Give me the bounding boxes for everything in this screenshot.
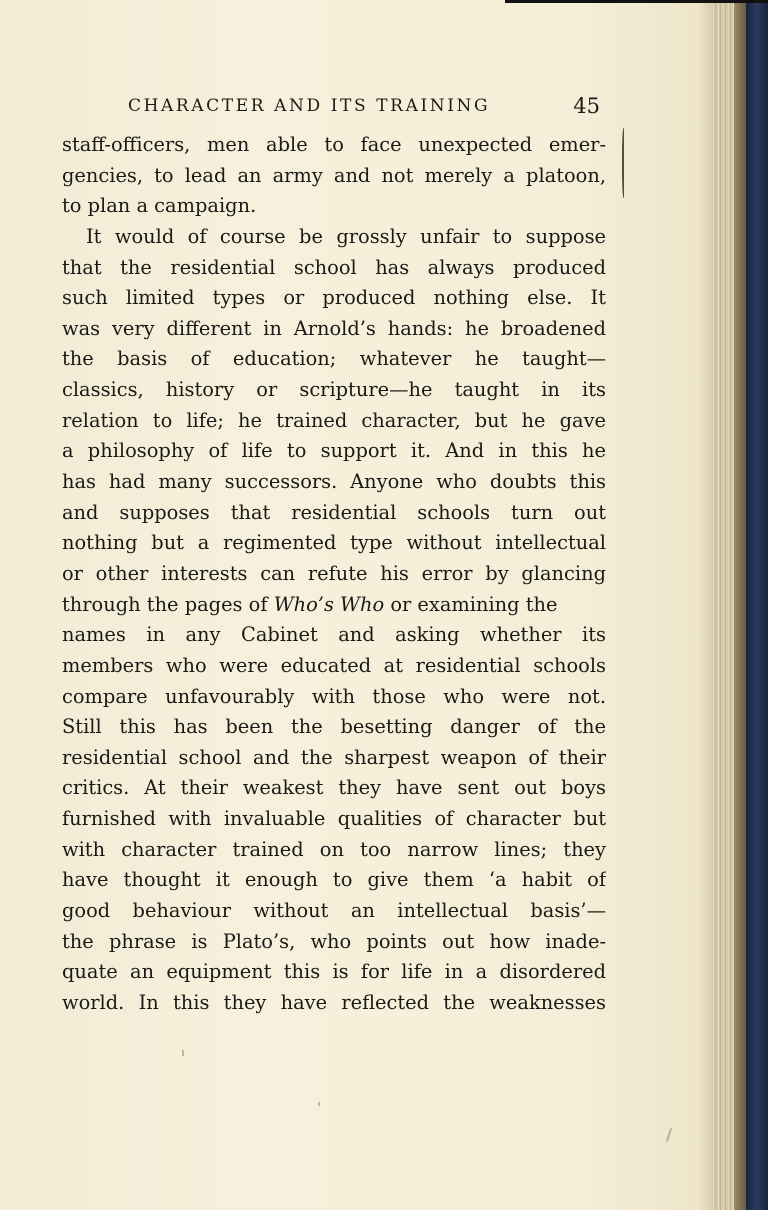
text-line: the basis of education; whatever he taught— — [62, 347, 606, 371]
paper-speck — [182, 1050, 184, 1056]
text-line: classics, history or scripture—he taught in its — [62, 378, 606, 402]
margin-pencil-mark — [622, 128, 626, 198]
page-gutter-shadow — [698, 0, 712, 1210]
book-cover-edge — [746, 0, 768, 1210]
text-line: with character trained on too narrow lines; they — [62, 837, 606, 861]
text-line: Still this has been the besetting danger of the — [62, 715, 606, 739]
text-line: residential school and the sharpest weapon of their — [62, 745, 606, 769]
page-number: 45 — [573, 94, 600, 118]
text-line: was very different in Arnold’s hands: he broadened — [62, 316, 606, 340]
page-edges — [712, 0, 734, 1210]
page-header — [128, 94, 600, 120]
text-line: or other interests can refute his error by glancing — [62, 561, 606, 585]
text-line: the phrase is Plato’s, who points out how inade- — [62, 929, 606, 953]
text-line: a philosophy of life to support it. And in this he — [62, 439, 606, 463]
text-line: nothing but a regimented type without intellectual — [62, 531, 606, 555]
text-line: to plan a campaign. — [62, 194, 257, 218]
text-line: staff-officers, men able to face unexpected emer- — [62, 133, 606, 156]
text-line: members who were educated at residential schools — [62, 653, 606, 677]
text-line: names in any Cabinet and asking whether its — [62, 623, 606, 647]
text-line: critics. At their weakest they have sent out boys — [62, 776, 606, 800]
text-line: compare unfavourably with those who were not. — [62, 684, 606, 708]
text-segment: through the pages of — [62, 592, 274, 616]
text-line: have thought it enough to give them ‘a habit of — [62, 868, 606, 892]
paper-speck — [666, 1128, 672, 1142]
page-edge-shadow — [734, 0, 746, 1210]
text-segment: or examining the — [384, 592, 558, 616]
body-text — [62, 130, 606, 1019]
text-line: It would of course be grossly unfair to suppose — [86, 224, 606, 248]
text-line: and supposes that residential schools turn out — [62, 500, 606, 524]
text-line: gencies, to lead an army and not merely a platoon, — [62, 163, 606, 187]
text-line: quate an equipment this is for life in a disordered — [62, 960, 606, 984]
text-line: good behaviour without an intellectual basis’— — [62, 899, 606, 923]
text-line: world. In this they have reflected the weaknesses — [62, 990, 606, 1014]
running-head: CHARACTER AND ITS TRAINING — [128, 96, 491, 116]
text-line: relation to life; he trained character, but he gave — [62, 408, 606, 432]
text-line: such limited types or produced nothing else. It — [62, 286, 606, 310]
text-line: has had many successors. Anyone who doubts this — [62, 470, 606, 494]
text-line: furnished with invaluable qualities of character but — [62, 807, 606, 831]
book-title-italic: Who’s Who — [273, 592, 385, 616]
text-line: that the residential school has always produced — [62, 255, 606, 279]
top-shadow-bar — [505, 0, 768, 3]
text-line-with-title — [62, 590, 606, 621]
paper-speck — [318, 1102, 320, 1106]
